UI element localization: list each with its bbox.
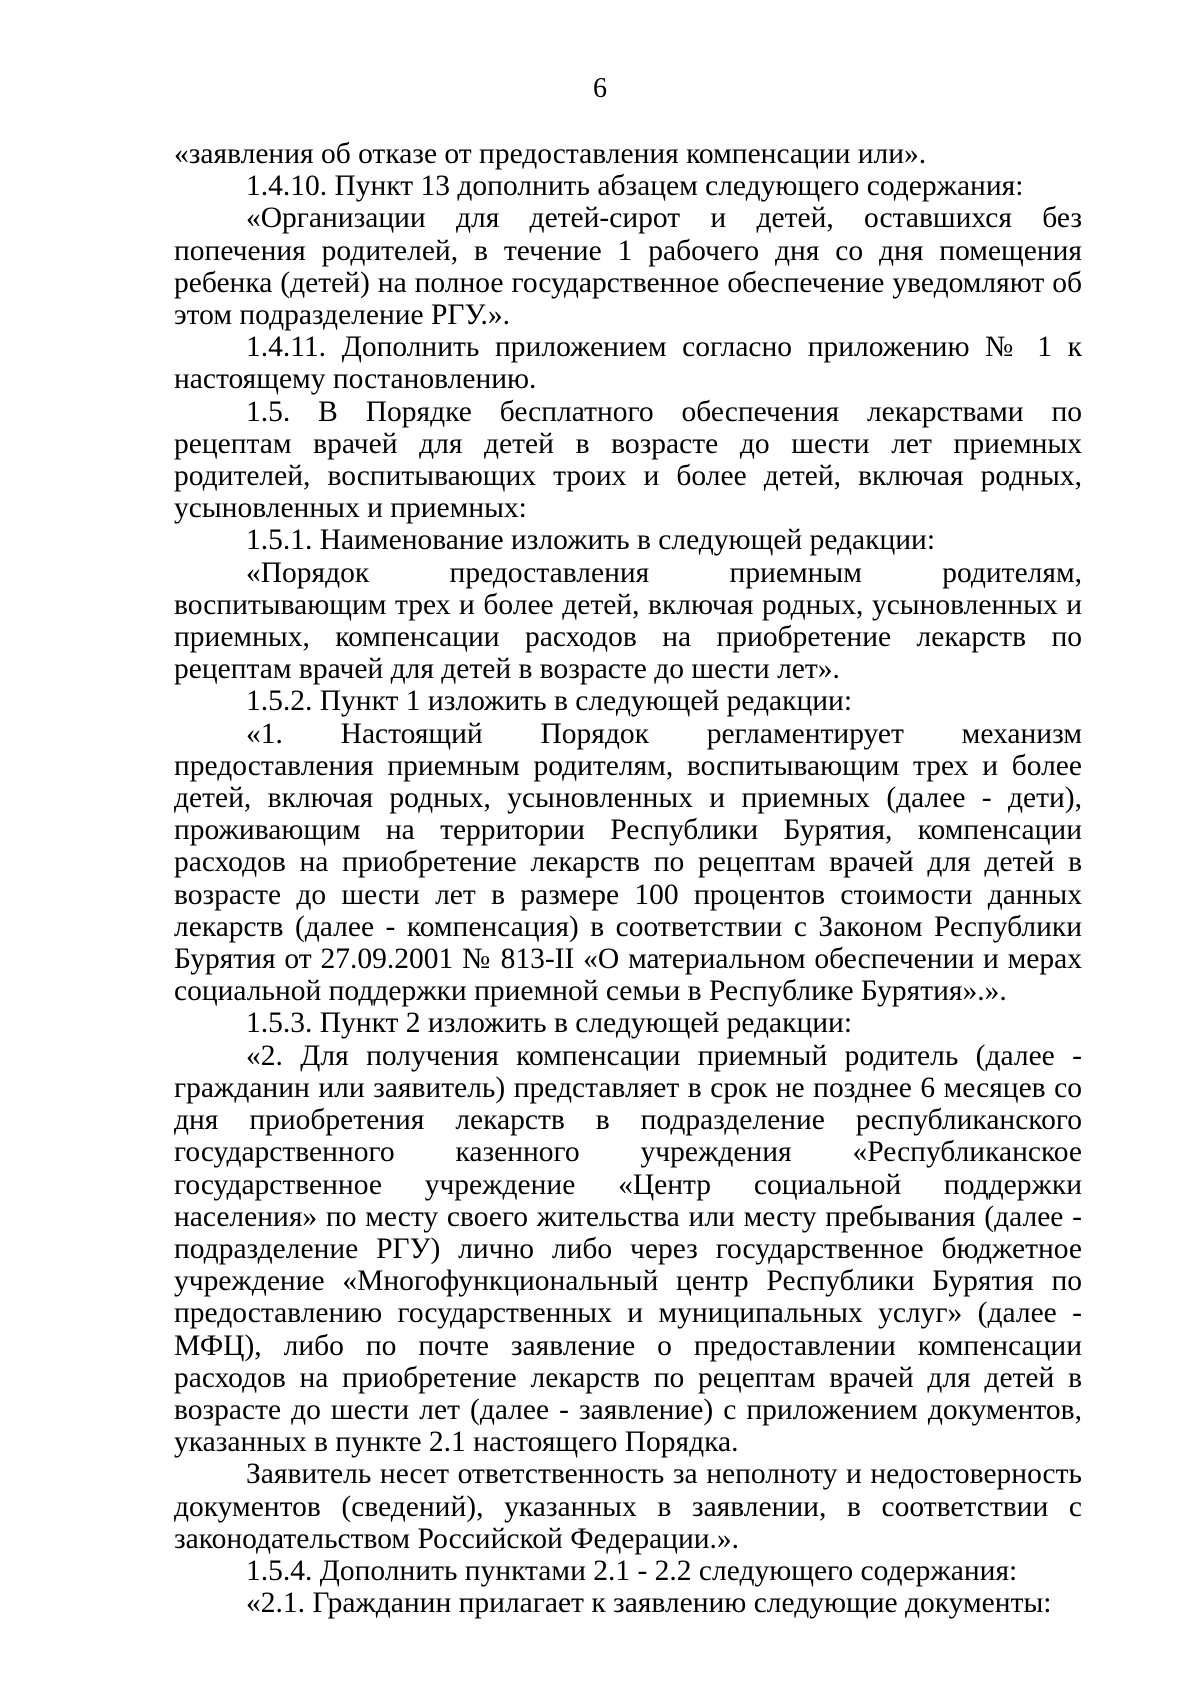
document-body [174, 138, 1082, 1619]
paragraph: «заявления об отказе от предоставления компенсации или». [174, 138, 927, 170]
paragraph: «Организации для детей-сирот и детей, оставшихся без попечения родителей, в течение 1 рабочего дня со дня помещения ребенка (детей) на полное государственное обеспечение уведомляют об этом подразделение РГУ.». [174, 202, 1082, 332]
paragraph: «2. Для получения компенсации приемный родитель (далее - гражданин или заявитель) представляет в срок не позднее 6 месяцев со дня приобретения лекарств в подразделение республиканского государственного казенного учреждения «Республиканское государственное учреждение «Центр социальной поддержки населения» по месту своего жительства или месту пребывания (далее - подразделение РГУ) лично либо через государственное бюджетное учреждение «Многофункциональный центр Республики Бурятия по предоставлению государственных и муниципальных услуг» (далее - МФЦ), либо по почте заявление о предоставлении компенсации расходов на приобретение лекарств по рецептам врачей для детей в возрасте до шести лет (далее - заявление) с приложением документов, указанных в пункте 2.1 настоящего Порядка. [174, 1039, 1082, 1459]
paragraph: 1.5.2. Пункт 1 изложить в следующей редакции: [246, 685, 853, 718]
paragraph: 1.4.11. Дополнить приложением согласно приложению № 1 к настоящему постановлению. [174, 331, 1082, 396]
paragraph: Заявитель несет ответственность за неполноту и недостоверность документов (сведений), указанных в заявлении, в соответствии с законодательством Российской Федерации.». [174, 1458, 1082, 1555]
paragraph: «2.1. Гражданин прилагает к заявлению следующие документы: [246, 1587, 1052, 1620]
page-number: 6 [593, 73, 607, 104]
paragraph: 1.5.1. Наименование изложить в следующей редакции: [246, 524, 936, 557]
paragraph: 1.5.3. Пункт 2 изложить в следующей редакции: [246, 1007, 853, 1040]
paragraph: 1.5.4. Дополнить пунктами 2.1 - 2.2 следующего содержания: [246, 1554, 1018, 1587]
paragraph: «Порядок предоставления приемным родителям, воспитывающим трех и более детей, включая родных, усыновленных и приемных, компенсации расходов на приобретение лекарств по рецептам врачей для детей в возрасте до шести лет». [174, 556, 1082, 686]
paragraph: 1.4.10. Пункт 13 дополнить абзацем следующего содержания: [246, 170, 1024, 203]
paragraph: 1.5. В Порядке бесплатного обеспечения лекарствами по рецептам врачей для детей в возрасте до шести лет приемных родителей, воспитывающих троих и более детей, включая родных, усыновленных и приемных: [174, 395, 1082, 525]
paragraph: «1. Настоящий Порядок регламентирует механизм предоставления приемным родителям, воспитывающим трех и более детей, включая родных, усыновленных и приемных (далее - дети), проживающим на территории Республики Бурятия, компенсации расходов на приобретение лекарств по рецептам врачей для детей в возрасте до шести лет в размере 100 процентов стоимости данных лекарств (далее - компенсация) в соответствии с Законом Республики Бурятия от 27.09.2001 № 813-II «О материальном обеспечении и мерах социальной поддержки приемной семьи в Республике Бурятия».». [174, 717, 1082, 1008]
